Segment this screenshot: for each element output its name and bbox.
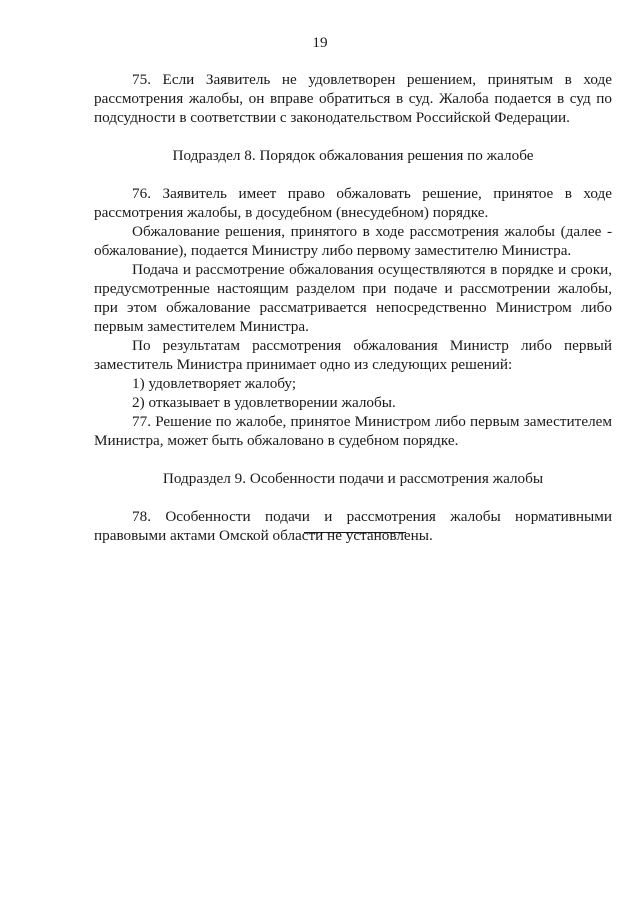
subsection-8-heading: Подраздел 8. Порядок обжалования решения по жалобе (172, 147, 534, 164)
paragraph-75: 75. Если Заявитель не удовлетворен решением, принятым в ходе рассмотрения жалобы, он вправе обратиться в суд. Жалоба подается в суд по подсудности в соответствии с законодательством Российской Федерации. (94, 71, 612, 126)
document-body (94, 70, 612, 545)
end-of-document-rule (304, 532, 406, 533)
paragraph-76-appeal-procedure: Подача и рассмотрение обжалования осуществляются в порядке и сроки, предусмотренные настоящим разделом при подаче и рассмотрении жалобы, при этом обжалование рассматривается непосредственно Министром либо первым заместителем Министра. (94, 261, 612, 335)
paragraph-76-appeal-filing: Обжалование решения, принятого в ходе рассмотрения жалобы (далее - обжалование), подается Министру либо первому заместителю Министра. (94, 223, 612, 259)
decision-item-2: 2) отказывает в удовлетворении жалобы. (132, 394, 396, 411)
subsection-9-heading: Подраздел 9. Особенности подачи и рассмотрения жалобы (162, 470, 544, 487)
paragraph-77: 77. Решение по жалобе, принятое Министром либо первым заместителем Министра, может быть обжаловано в судебном порядке. (94, 413, 612, 449)
page-number: 19 (312, 34, 328, 51)
paragraph-78: 78. Особенности подачи и рассмотрения жалобы нормативными правовыми актами Омской области не установлены. (94, 508, 612, 544)
paragraph-76: 76. Заявитель имеет право обжаловать решение, принятое в ходе рассмотрения жалобы, в досудебном (внесудебном) порядке. (94, 185, 612, 221)
paragraph-76-decisions-intro: По результатам рассмотрения обжалования Министр либо первый заместитель Министра принимает одно из следующих решений: (94, 337, 612, 373)
decision-item-1: 1) удовлетворяет жалобу; (132, 375, 297, 392)
